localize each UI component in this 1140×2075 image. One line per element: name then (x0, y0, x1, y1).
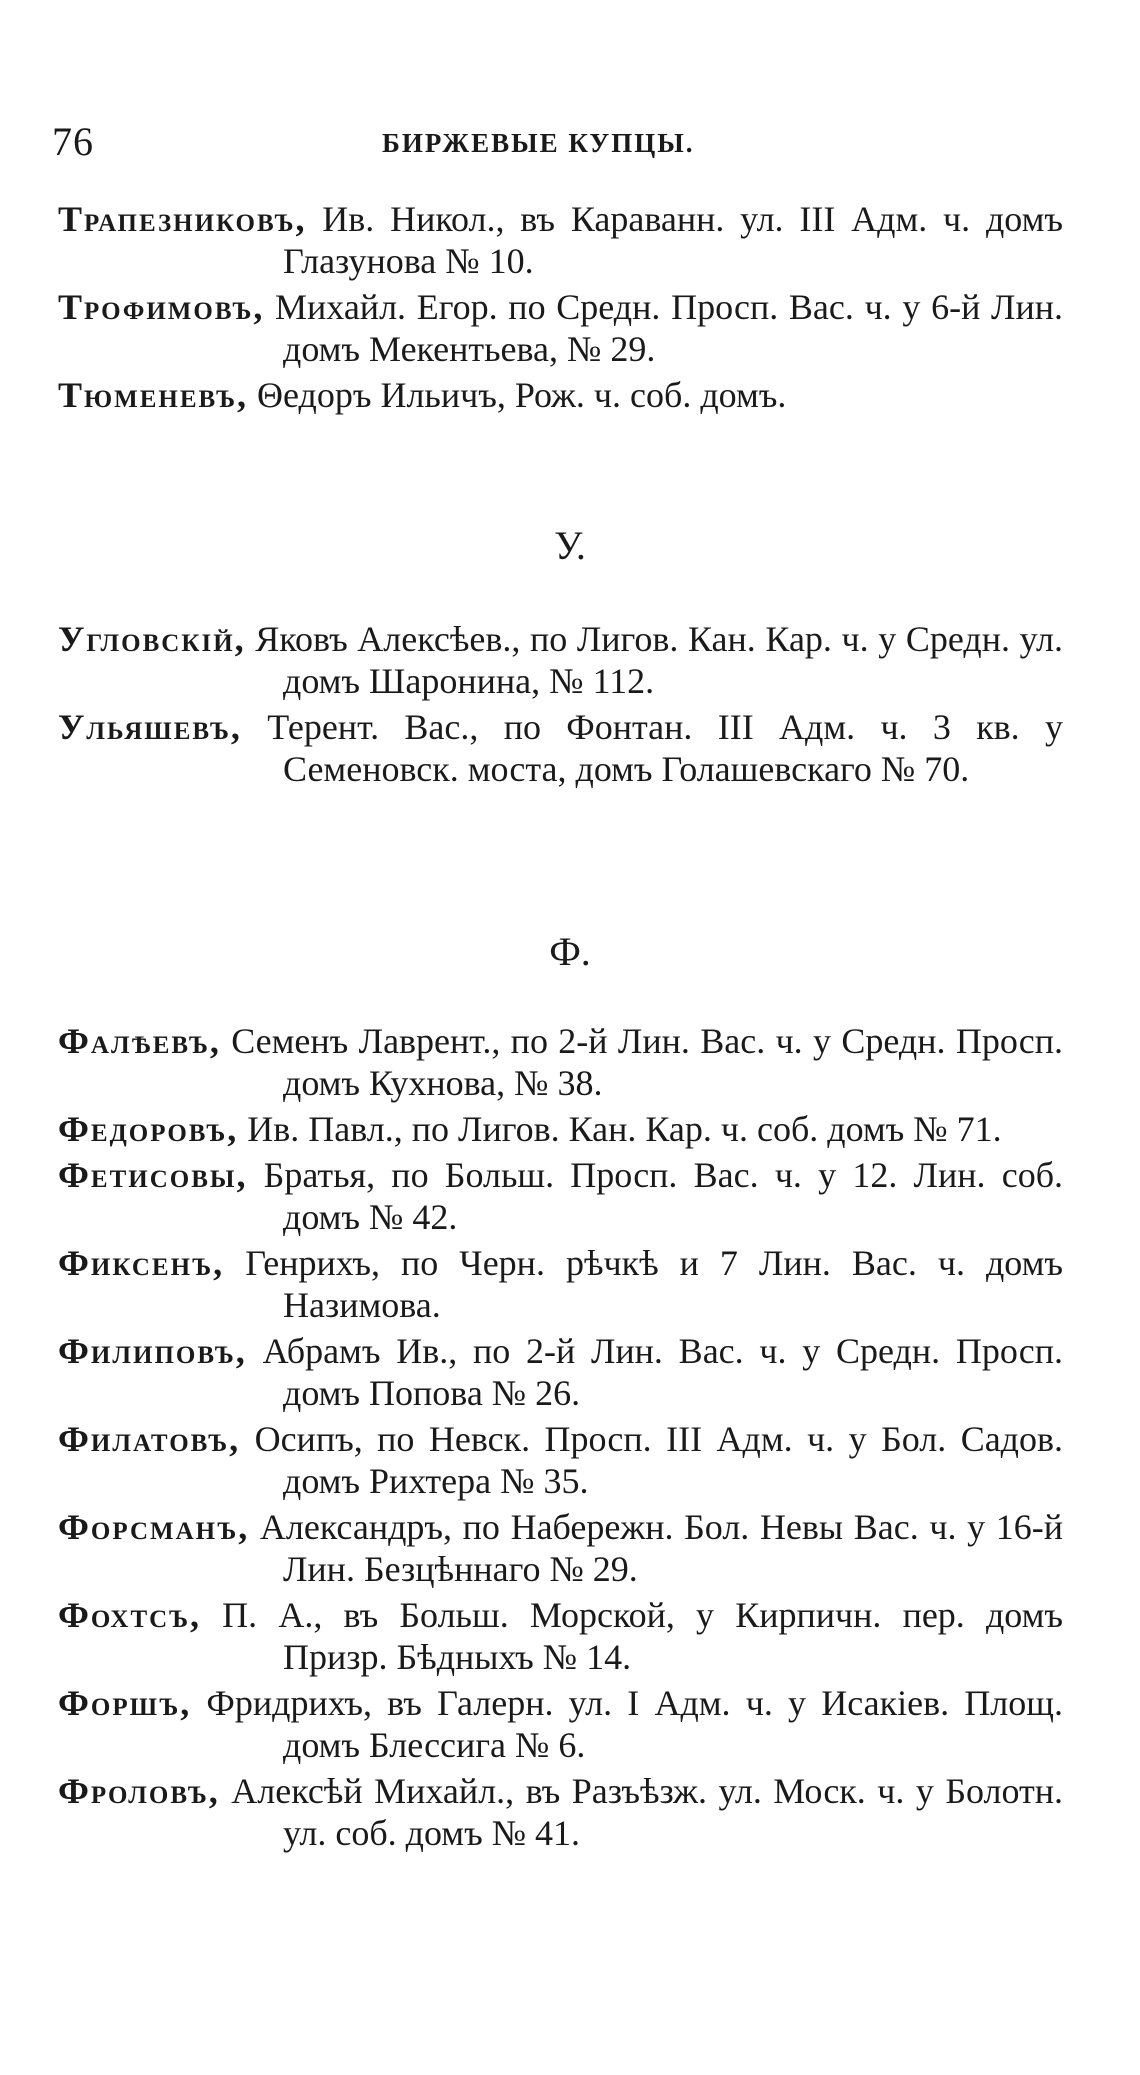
directory-entry (58, 286, 1063, 370)
directory-entry (58, 1506, 1063, 1590)
entry-details: Семенъ Лаврент., по 2-й Лин. Вас. ч. у Средн. Просп. домъ Кухнова, № 38. (231, 1021, 1064, 1103)
entry-surname: Трофимовъ, (58, 287, 265, 327)
entry-details: Ив. Павл., по Лигов. Кан. Кар. ч. соб. домъ № 71. (247, 1109, 1002, 1149)
entry-surname: Тюменевъ, (58, 375, 249, 415)
entry-surname: Филатовъ, (58, 1419, 241, 1459)
section-heading-u: У. (554, 523, 586, 568)
entry-surname: Ульяшевъ, (58, 707, 242, 747)
page-number: 76 (52, 119, 94, 164)
entry-details: Абрамъ Ив., по 2-й Лин. Вас. ч. у Средн. Просп. домъ Попова № 26. (262, 1331, 1064, 1413)
directory-entry (58, 1594, 1063, 1678)
entry-surname: Форшъ, (58, 1683, 192, 1723)
entry-details: Осипъ, по Невск. Просп. III Адм. ч. у Бол. Садов. домъ Рихтера № 35. (254, 1419, 1063, 1501)
entry-details: Терент. Вас., по Фонтан. III Адм. ч. 3 кв. у Семеновск. моста, домъ Голашевскаго № 70. (267, 707, 1063, 789)
directory-entry (58, 618, 1063, 702)
directory-entry (58, 1330, 1063, 1414)
page-header (52, 118, 1062, 168)
entry-details: Михайл. Егор. по Средн. Просп. Вас. ч. у 6-й Лин. домъ Мекентьева, № 29. (275, 287, 1063, 369)
directory-entry (58, 1108, 1063, 1150)
entry-surname: Фиксенъ, (58, 1243, 225, 1283)
directory-entry (58, 1682, 1063, 1766)
directory-entry (58, 1418, 1063, 1502)
entries-section-f (58, 1020, 1063, 1858)
entry-details: Ив. Никол., въ Караванн. ул. III Адм. ч. домъ Глазунова № 10. (283, 199, 1063, 281)
entry-surname: Трапезниковъ, (58, 199, 307, 239)
entry-details: Θедоръ Ильичъ, Рож. ч. соб. домъ. (257, 375, 787, 415)
entry-details: Алексѣй Михайл., въ Разъѣзж. ул. Моск. ч. у Болотн. ул. соб. домъ № 41. (231, 1771, 1064, 1853)
entries-section-t (58, 198, 1063, 420)
directory-entry (58, 198, 1063, 282)
entry-surname: Федоровъ, (58, 1109, 239, 1149)
entry-surname: Фалѣевъ, (58, 1021, 221, 1061)
entry-details: Фридрихъ, въ Галерн. ул. I Адм. ч. у Исакіев. Площ. домъ Блессига № 6. (206, 1683, 1063, 1765)
entry-surname: Фроловъ, (58, 1771, 220, 1811)
running-head: БИРЖЕВЫЕ КУПЦЫ. (382, 128, 695, 158)
entry-details: Генрихъ, по Черн. рѣчкѣ и 7 Лин. Вас. ч. домъ Назимова. (245, 1243, 1064, 1325)
entry-surname: Форсманъ, (58, 1507, 250, 1547)
entries-section-u (58, 618, 1063, 794)
entry-surname: Фохтсъ, (58, 1595, 201, 1635)
entry-details: П. А., въ Больш. Морской, у Кирпичн. пер. домъ Призр. Бѣдныхъ № 14. (222, 1595, 1064, 1677)
entry-details: Яковъ Алексѣев., по Лигов. Кан. Кар. ч. у Средн. ул. домъ Шаронина, № 112. (255, 619, 1064, 701)
entry-details: Александръ, по Набережн. Бол. Невы Вас. ч. у 16-й Лин. Безцѣннаго № 29. (259, 1507, 1064, 1589)
directory-entry (58, 374, 1063, 416)
entry-details: Братья, по Больш. Просп. Вас. ч. у 12. Лин. соб. домъ № 42. (263, 1155, 1064, 1237)
directory-entry (58, 1154, 1063, 1238)
section-heading-f: Ф. (549, 929, 591, 974)
entry-surname: Угловскій, (58, 619, 246, 659)
directory-entry (58, 706, 1063, 790)
entry-surname: Филиповъ, (58, 1331, 247, 1371)
directory-entry (58, 1242, 1063, 1326)
directory-entry (58, 1770, 1063, 1854)
entry-surname: Фетисовы, (58, 1155, 248, 1195)
directory-entry (58, 1020, 1063, 1104)
